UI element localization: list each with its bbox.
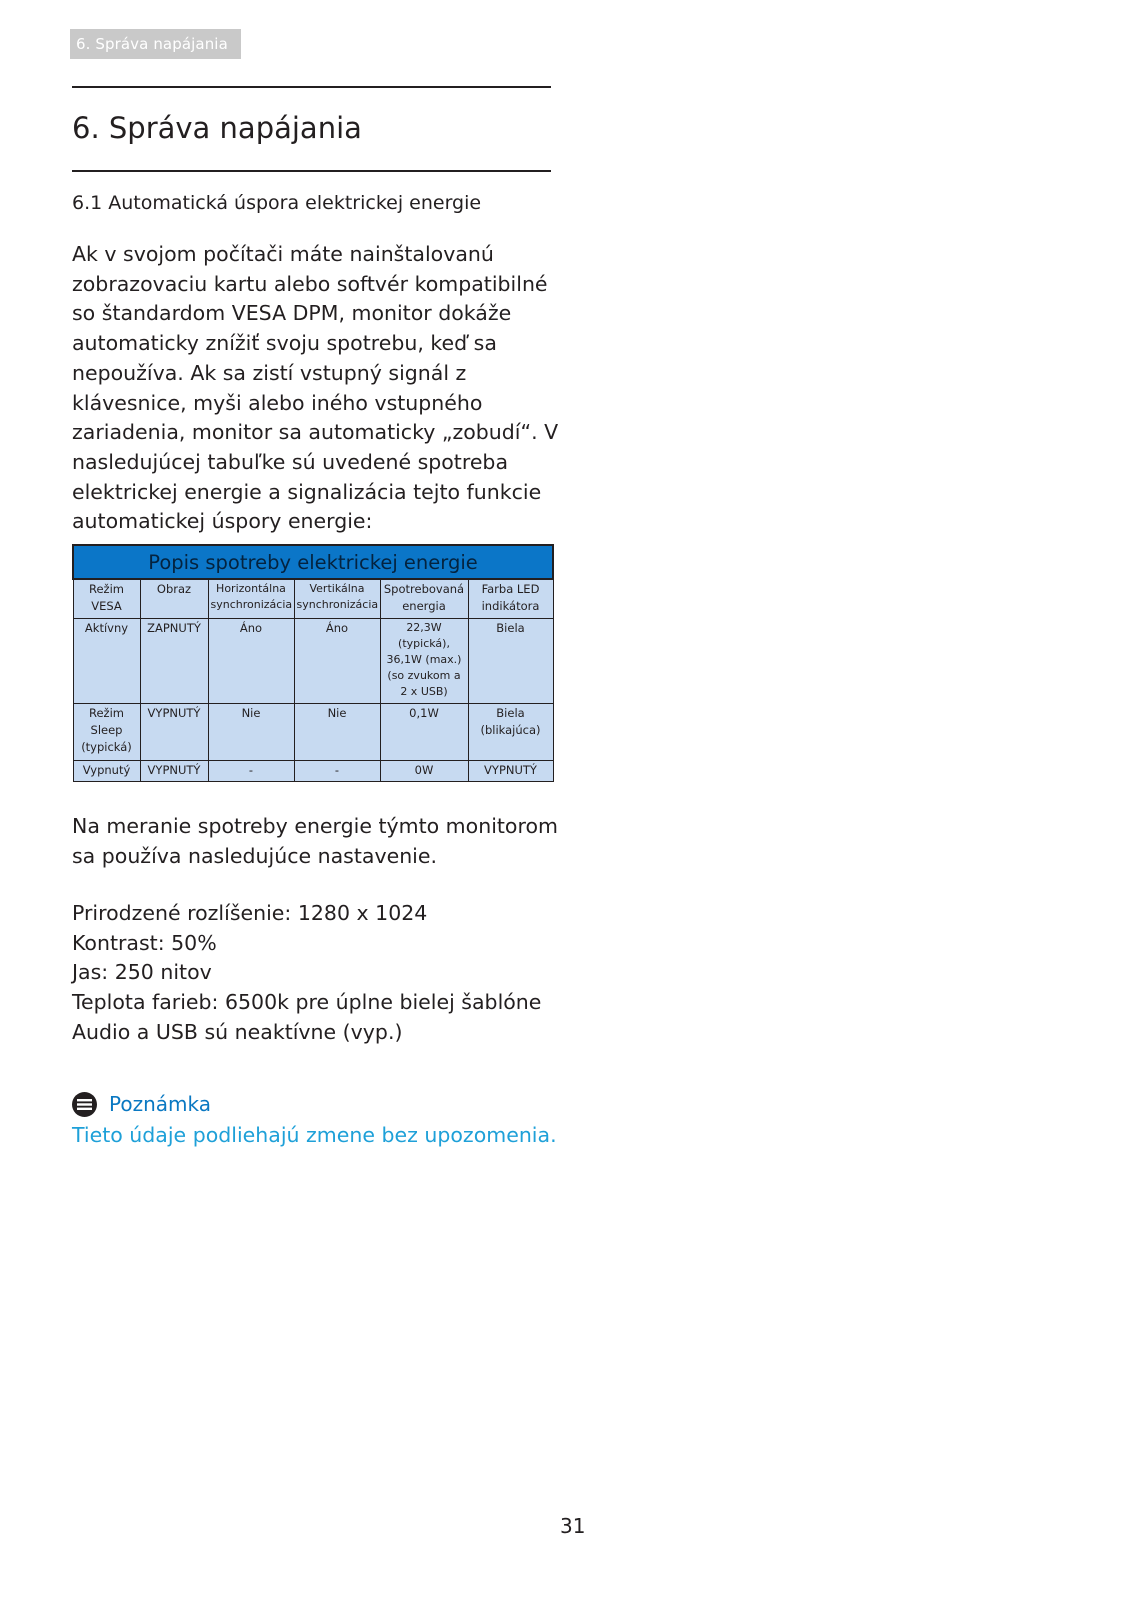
column-header: Režim VESA	[73, 579, 140, 619]
table-cell: Nie	[208, 704, 294, 761]
table-cell: -	[294, 761, 380, 782]
page-number: 31	[560, 1514, 586, 1538]
intro-paragraph: Ak v svojom počítači máte nainštalovanú zobrazovaciu kartu alebo softvér kompatibilné so štandardom VESA DPM, monitor dokáže automaticky znížiť svoju spotrebu, keď sa nepoužíva. Ak sa zistí vstupný signál z klávesnice, myši alebo iného vstupného zariadenia, monitor sa automaticky „zobudí“. V nasledujúcej tabuľke sú uvedené spotreba elektrickej energie a signalizácia tejto funkcie automatickej úspory energie:	[72, 242, 559, 534]
table-cell: Vypnutý	[73, 761, 140, 782]
note-text: Tieto údaje podliehajú zmene bez upozomenia.	[72, 1123, 557, 1147]
table-row	[73, 704, 553, 761]
power-consumption-table	[72, 544, 554, 782]
table-cell: 0W	[380, 761, 468, 782]
note-icon	[72, 1092, 97, 1117]
table-cell: Biela	[468, 619, 553, 704]
settings-item: Prirodzené rozlíšenie: 1280 x 1024	[72, 901, 428, 925]
table-row	[73, 619, 553, 704]
table-header-row	[73, 579, 553, 619]
note-title: Poznámka	[109, 1092, 211, 1116]
table-cell: Áno	[208, 619, 294, 704]
table-cell: 0,1W	[380, 704, 468, 761]
title-rule-top	[72, 86, 551, 88]
column-header: Vertikálna synchronizácia	[294, 579, 380, 619]
power-table-container	[72, 544, 552, 782]
settings-item: Teplota farieb: 6500k pre úplne bielej šablóne	[72, 990, 542, 1015]
settings-item: Jas: 250 nitov	[72, 960, 212, 985]
measurement-settings-list	[72, 899, 541, 1048]
table-cell: -	[208, 761, 294, 782]
table-cell: Nie	[294, 704, 380, 761]
settings-item: Audio a USB sú neaktívne (vyp.)	[72, 1019, 403, 1044]
chapter-title: 6. Správa napájania	[72, 111, 362, 145]
column-header: Farba LED indikátora	[468, 579, 553, 619]
table-cell: VYPNUTÝ	[140, 704, 208, 761]
table-cell: Režim Sleep (typická)	[73, 704, 140, 761]
table-caption: Popis spotreby elektrickej energie	[73, 545, 553, 579]
title-rule-bottom	[72, 170, 551, 172]
table-cell: Biela (blikajúca)	[468, 704, 553, 761]
table-row	[73, 761, 553, 782]
column-header: Horizontálna synchronizácia	[208, 579, 294, 619]
table-cell: Aktívny	[73, 619, 140, 704]
running-header: 6. Správa napájania	[70, 29, 241, 59]
table-cell: ZAPNUTÝ	[140, 619, 208, 704]
table-cell: VYPNUTÝ	[468, 761, 553, 782]
table-cell: Áno	[294, 619, 380, 704]
note-heading	[72, 1091, 211, 1117]
table-cell: VYPNUTÝ	[140, 761, 208, 782]
settings-item: Kontrast: 50%	[72, 930, 217, 955]
table-cell: 22,3W (typická), 36,1W (max.) (so zvukom a 2 x USB)	[380, 619, 468, 704]
column-header: Spotrebovaná energia	[380, 579, 468, 619]
measurement-intro: Na meranie spotreby energie týmto monitorom sa používa nasledujúce nastavenie.	[72, 814, 558, 868]
section-title: 6.1 Automatická úspora elektrickej energie	[72, 192, 482, 214]
column-header: Obraz	[140, 579, 208, 619]
